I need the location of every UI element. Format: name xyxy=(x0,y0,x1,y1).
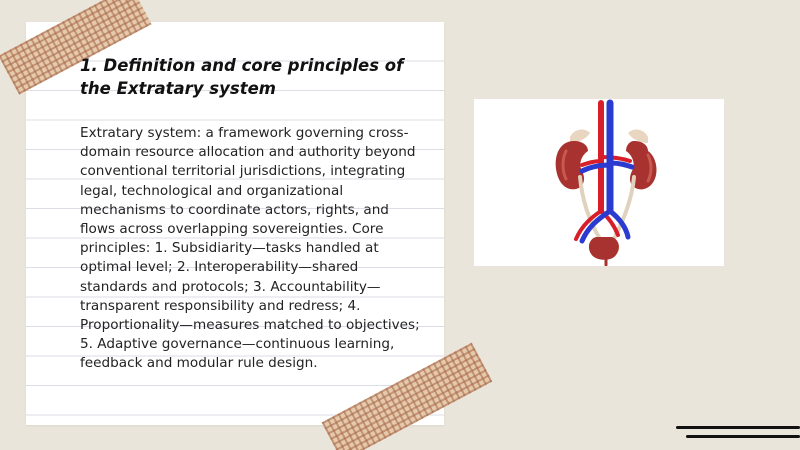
right-adrenal-gland xyxy=(628,130,648,143)
left-adrenal-gland xyxy=(570,130,590,143)
slide-body-text: Extratary system: a framework governing cross-domain resource allocation and authority beyond conventional territorial jurisdictions, integrating legal, technological and organizational mechanisms to coordinate actors, rights, and flows across overlapping sovereignties. Core principles: 1. Subsidiarity—tasks handled at optimal level; 2. Interoperability—shared standards and protocols; 3. Accountability—transparent responsibility and redress; 4. Proportionality—measures matched to objectives; 5. Adaptive governance—continuous learning, feedback and modular rule design. xyxy=(80,125,420,372)
bladder xyxy=(589,237,619,260)
right-renal-artery xyxy=(601,157,630,161)
left-renal-vein xyxy=(582,165,610,171)
decorative-line-1 xyxy=(676,426,800,429)
kidney-anatomy-icon xyxy=(474,99,724,266)
decorative-line-2 xyxy=(686,435,800,438)
kidney-illustration-frame xyxy=(474,99,724,266)
decorative-lines xyxy=(676,423,800,443)
slide-heading: 1. Definition and core principles of the Extratary system xyxy=(80,56,404,98)
